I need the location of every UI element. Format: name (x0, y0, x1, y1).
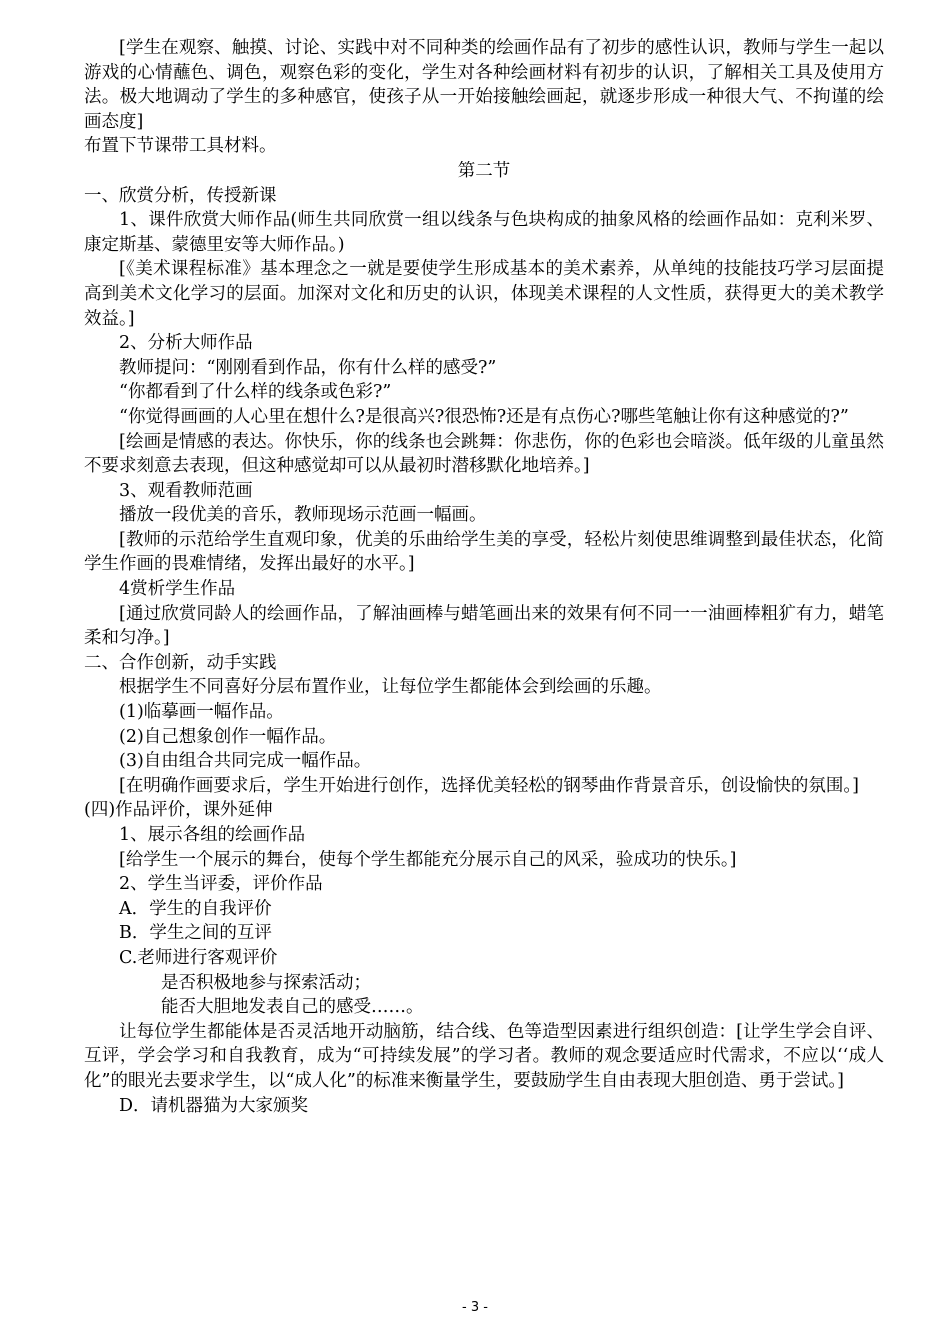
list-item: D．请机器猫为大家颁奖 (119, 1095, 309, 1116)
paragraph: [《美术课程标准》基本理念之一就是要使学生形成基本的美术素养，从单纯的技能技巧学习层面提高到美术文化学习的层面。加深对文化和历史的认识，体现美术课程的人文性质，获得更大的美术教学效益。] (84, 259, 884, 329)
list-item: B．学生之间的互评 (119, 923, 272, 944)
subsection-title: 2、学生当评委，评价作品 (119, 874, 323, 895)
paragraph: 播放一段优美的音乐，教师现场示范画一幅画。 (119, 505, 487, 526)
section-heading: 第二节 (457, 160, 511, 181)
paragraph: [学生在观察、触摸、讨论、实践中对不同种类的绘画作品有了初步的感性认识，教师与学生一起以游戏的心情蘸色、调色，观察色彩的变化，学生对各种绘画材料有初步的认识，了解相关工具及使用方法。极大地调动了学生的多种感官，使孩子从一开始接触绘画起，就逐步形成一种很大气、不拘谨的绘画态度] (84, 38, 884, 132)
section-title: 二、合作创新，动手实践 (84, 652, 277, 673)
paragraph: 教师提问：“刚刚看到作品，你有什么样的感受?” (119, 357, 497, 378)
list-item: C.老师进行客观评价 (119, 947, 278, 968)
paragraph: 1、课件欣赏大师作品(师生共同欣赏一组以线条与色块构成的抽象风格的绘画作品如：克利米罗、康定斯基、蒙德里安等大师作品。) (84, 210, 884, 255)
subsection-title: 2、分析大师作品 (119, 333, 253, 354)
paragraph: [绘画是情感的表达。你快乐，你的线条也会跳舞：你悲伤，你的色彩也会暗淡。低年级的儿童虽然不要求刻意去表现，但这种感觉却可以从最初时潜移默化地培养。] (84, 431, 884, 477)
list-item: (2)自己想象创作一幅作品。 (119, 726, 337, 747)
paragraph: 布置下节课带工具材料。 (84, 136, 277, 157)
paragraph: 根据学生不同喜好分层布置作业，让每位学生都能体会到绘画的乐趣。 (119, 677, 662, 698)
list-item: (1)临摹画一幅作品。 (119, 702, 284, 723)
subsection-title: 3、观看教师范画 (119, 480, 253, 501)
list-item: 是否积极地参与探索活动； (161, 972, 371, 993)
subsection-title: 1、展示各组的绘画作品 (119, 825, 306, 845)
paragraph: [给学生一个展示的舞台，使每个学生都能充分展示自己的风采，验成功的快乐。] (119, 849, 737, 870)
page-number: - 3 - (462, 1300, 488, 1315)
section-title: 一、欣赏分析，传授新课 (84, 185, 277, 206)
paragraph: [通过欣赏同龄人的绘画作品，了解油画棒与蜡笔画出来的效果有何不同一一油画棒粗犷有力，蜡笔柔和匀净。] (84, 603, 884, 649)
list-item: (3)自由组合共同完成一幅作品。 (119, 751, 372, 772)
body-text (84, 36, 884, 1118)
paragraph: [教师的示范给学生直观印象，优美的乐曲给学生美的享受，轻松片刻使思维调整到最佳状态，化简学生作画的畏难情绪，发挥出最好的水平。] (84, 529, 884, 575)
paragraph: “你觉得画画的人心里在想什么?是很高兴?很恐怖?还是有点伤心?哪些笔触让你有这种感觉的?” (119, 406, 849, 427)
list-item: A．学生的自我评价 (119, 898, 272, 919)
list-item: 能否大胆地发表自己的感受……。 (161, 997, 424, 1018)
section-title: (四)作品评价，课外延伸 (84, 800, 273, 821)
subsection-title: 4赏析学生作品 (119, 579, 236, 600)
paragraph: 让每位学生都能体是否灵活地开动脑筋，结合线、色等造型因素进行组织创造：[让学生学会自评、互评，学会学习和自我教育，成为“可持续发展”的学习者。教师的观念要适应时代需求，不应以‘‘成人化”的眼光去要求学生，以“成人化”的标准来衡量学生，要鼓励学生自由表现大胆创造、勇于尝试。] (84, 1021, 884, 1091)
paragraph: [在明确作画要求后，学生开始进行创作，选择优美轻松的钢琴曲作背景音乐，创设愉快的氛围。] (119, 775, 859, 796)
paragraph: “你都看到了什么样的线条或色彩?” (119, 382, 392, 403)
